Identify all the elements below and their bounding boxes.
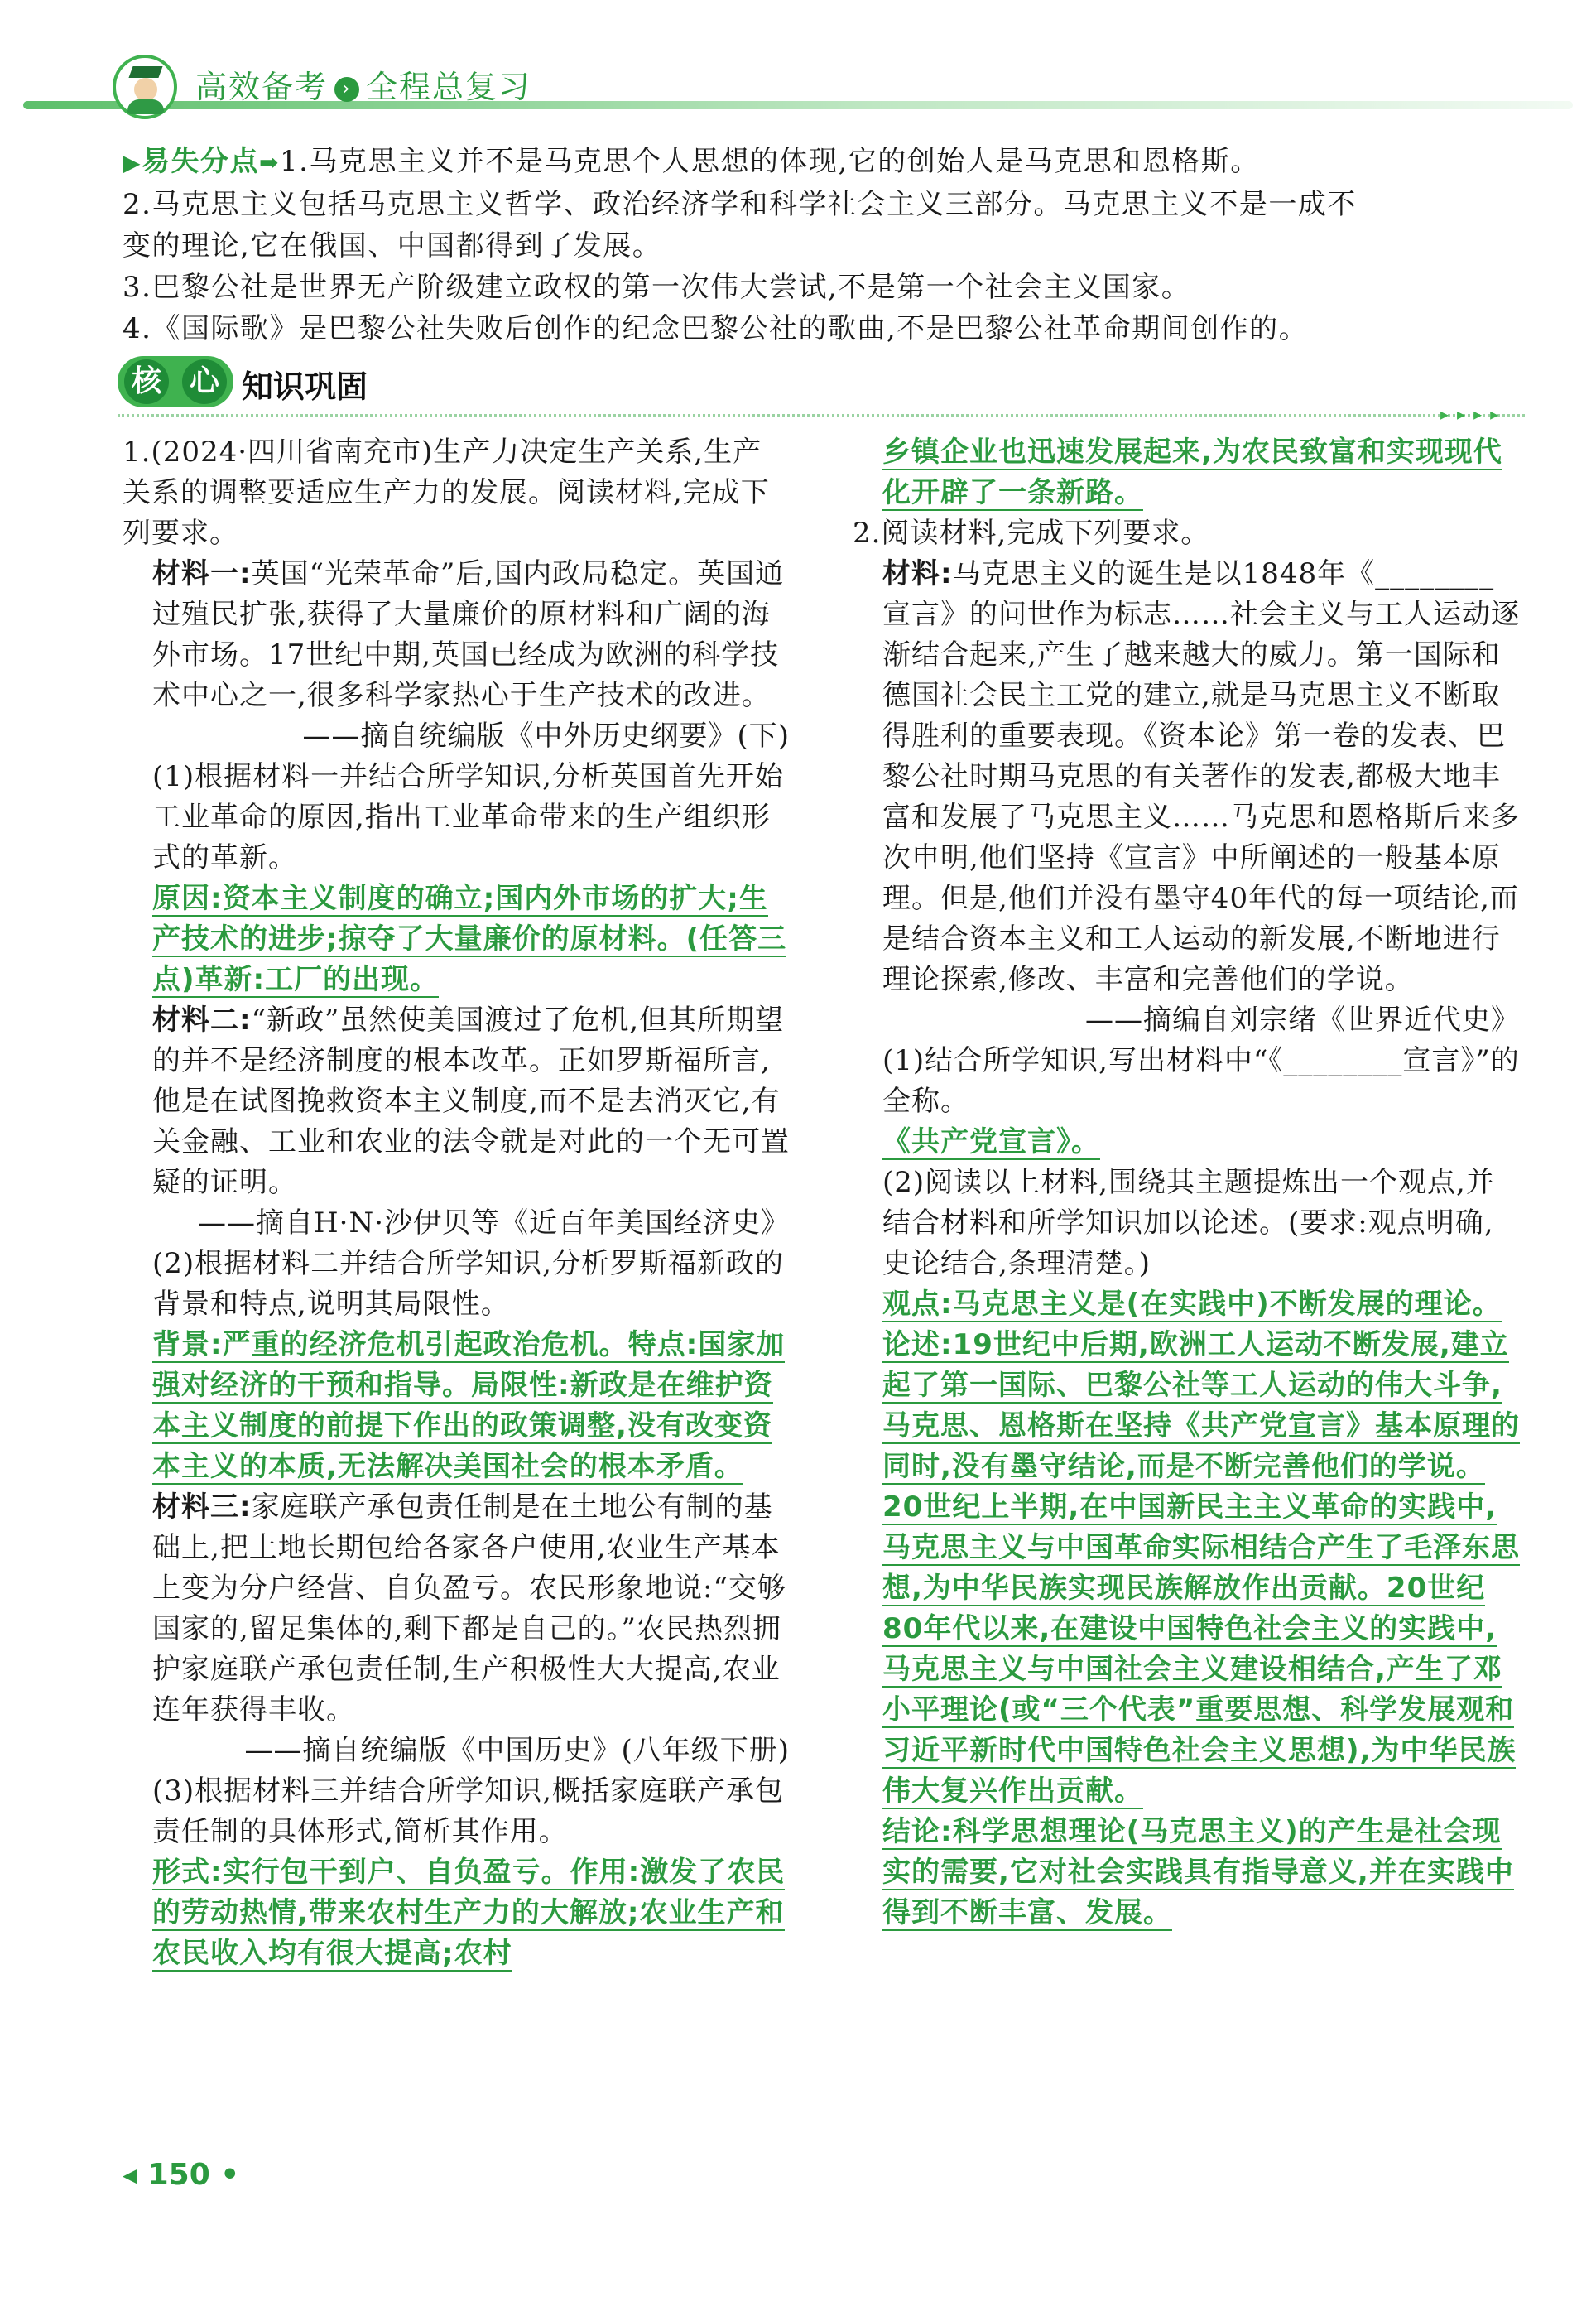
section-badge: 核 心: [118, 356, 233, 407]
easy-point-line: 3.巴黎公社是世界无产阶级建立政权的第一次伟大尝试,不是第一个社会主义国家。: [123, 271, 1191, 304]
material-1: 材料一:英国“光荣革命”后,国内政局稳定。英国通过殖民扩张,获得了大量廉价的原材料和广阔的海外市场。17世纪中期,英国已经成为欧洲的科学技术中心之一,很多科学家热心于生产技术的改进。: [152, 557, 785, 712]
answer-2-2-conclusion: 结论:科学思想理论(马克思主义)的产生是社会现实的需要,它对社会实践具有指导意义,并在实践中得到不断丰富、发展。: [882, 1815, 1514, 1929]
left-column: [123, 432, 790, 1974]
question-1-1: (1)根据材料一并结合所学知识,分析英国首先开始工业革命的原因,指出工业革命带来的生产组织形式的革新。: [152, 760, 784, 874]
material-3-source: ——摘自统编版《中国历史》(八年级下册): [244, 1734, 790, 1767]
student-logo-icon: [113, 55, 177, 119]
easy-point-line: 变的理论,它在俄国、中国都得到了发展。: [123, 229, 662, 262]
section-title: 知识巩固: [242, 368, 368, 405]
page-number: ◂ 150 •: [123, 2158, 240, 2192]
answer-2-2-viewpoint: 观点:马克思主义是(在实践中)不断发展的理论。: [882, 1288, 1502, 1321]
question-2-stem: 2.阅读材料,完成下列要求。: [853, 517, 1210, 550]
header-title: [195, 61, 531, 107]
header-title-part2: 全程总复习: [366, 69, 532, 105]
material-2-source: ——摘自H·N·沙伊贝等《近百年美国经济史》: [197, 1206, 790, 1240]
triangle-left-icon: ◂: [123, 2158, 148, 2192]
triangle-right-icon: ▶: [123, 149, 142, 176]
answer-2-2-argument: 论述:19世纪中后期,欧洲工人运动不断发展,建立起了第一国际、巴黎公社等工人运动的伟大斗争,马克思、恩格斯在坚持《共产党宣言》基本原理的同时,没有墨守结论,而是不断完善他们的学说。20世纪上半期,在中国新民主主义革命的实践中,马克思主义与中国革命实际相结合产生了毛泽东思想,为中华民族实现民族解放作出贡献。20世纪80年代以来,在建设中国特色社会主义的实践中,马克思主义与中国社会主义建设相结合,产生了邓小平理论(或“三个代表”重要思想、科学发展观和习近平新时代中国特色社会主义思想),为中华民族伟大复兴作出贡献。: [882, 1328, 1520, 1808]
answer-1-3-continued: 乡镇企业也迅速发展起来,为农民致富和实现现代化开辟了一条新路。: [882, 436, 1502, 509]
material-3: 材料三:家庭联产承包责任制是在土地公有制的基础上,把土地长期包给各家各户使用,农业生产基本上变为分户经营、自负盈亏。农民形象地说:“交够国家的,留足集体的,剩下都是自己的。”农民热烈拥护家庭联产承包责任制,生产积极性大大提高,农业连年获得丰收。: [152, 1490, 786, 1726]
question-1-3: (3)根据材料三并结合所学知识,概括家庭联产承包责任制的具体形式,简析其作用。: [152, 1774, 784, 1848]
header-title-part1: 高效备考: [195, 69, 329, 105]
easy-point-line: 4.《国际歌》是巴黎公社失败后创作的纪念巴黎公社的歌曲,不是巴黎公社革命期间创作的。: [123, 312, 1309, 345]
section-divider: [118, 414, 1525, 417]
easy-point-line: ▶易失分点➡1.马克思主义并不是马克思个人思想的体现,它的创始人是马克思和恩格斯。: [123, 145, 1260, 178]
material-2: 材料二:“新政”虽然使美国渡过了危机,但其所期望的并不是经济制度的根本改革。正如罗斯福所言,他是在试图挽救资本主义制度,而不是去消灭它,有关金融、工业和农业的法令就是对此的一个无可置疑的证明。: [152, 1004, 790, 1199]
arrow-right-icon: ➡: [259, 149, 281, 176]
material-q2-source: ——摘编自刘宗绪《世界近代史》: [1085, 1004, 1520, 1037]
circle-arrow-icon: ›: [334, 77, 359, 102]
easy-point-line: 2.马克思主义包括马克思主义哲学、政治经济学和科学社会主义三部分。马克思主义不是一成不: [123, 188, 1357, 221]
question-1-2: (2)根据材料二并结合所学知识,分析罗斯福新政的背景和特点,说明其局限性。: [152, 1247, 784, 1321]
question-2-2: (2)阅读以上材料,围绕其主题提炼出一个观点,并结合材料和所学知识加以论述。(要求:观点明确,史论结合,条理清楚。): [882, 1166, 1495, 1280]
easy-points-label: 易失分点: [142, 145, 260, 178]
page-header: [23, 50, 1573, 124]
answer-2-1: 《共产党宣言》。: [882, 1125, 1100, 1158]
right-column: [853, 432, 1520, 1933]
arrows-icon: ▸▸▸▸: [1440, 404, 1507, 424]
material-q2: 材料:马克思主义的诞生是以1848年《________宣言》的问世作为标志……社会主义与工人运动逐渐结合起来,产生了越来越大的威力。第一国际和德国社会民主工党的建立,就是马克思主义不断取得胜利的重要表现。《资本论》第一卷的发表、巴黎公社时期马克思的有关著作的发表,都极大地丰富和发展了马克思主义……马克思和恩格斯后来多次申明,他们坚持《宣言》中所阐述的一般基本原理。但是,他们并没有墨守40年代的每一项结论,而是结合资本主义和工人运动的新发展,不断地进行理论探索,修改、丰富和完善他们的学说。: [882, 557, 1520, 996]
question-1-stem: 1.(2024·四川省南充市)生产力决定生产关系,生产关系的调整要适应生产力的发展。阅读材料,完成下列要求。: [123, 436, 770, 550]
answer-1-2: 背景:严重的经济危机引起政治危机。特点:国家加强对经济的干预和指导。局限性:新政是在维护资本主义制度的前提下作出的政策调整,没有改变资本主义的本质,无法解决美国社会的根本矛盾。: [152, 1328, 786, 1483]
answer-1-3: 形式:实行包干到户、自负盈亏。作用:激发了农民的劳动热情,带来农村生产力的大解放;农业生产和农民收入均有很大提高;农村: [152, 1856, 786, 1970]
question-2-1: (1)结合所学知识,写出材料中“《________宣言》”的全称。: [882, 1044, 1520, 1118]
answer-1-1: 原因:资本主义制度的确立;国内外市场的扩大;生产技术的进步;掠夺了大量廉价的原材料。(任答三点)革新:工厂的出现。: [152, 882, 787, 996]
material-1-source: ——摘自统编版《中外历史纲要》(下): [302, 720, 790, 753]
easy-points-block: [123, 141, 1530, 349]
